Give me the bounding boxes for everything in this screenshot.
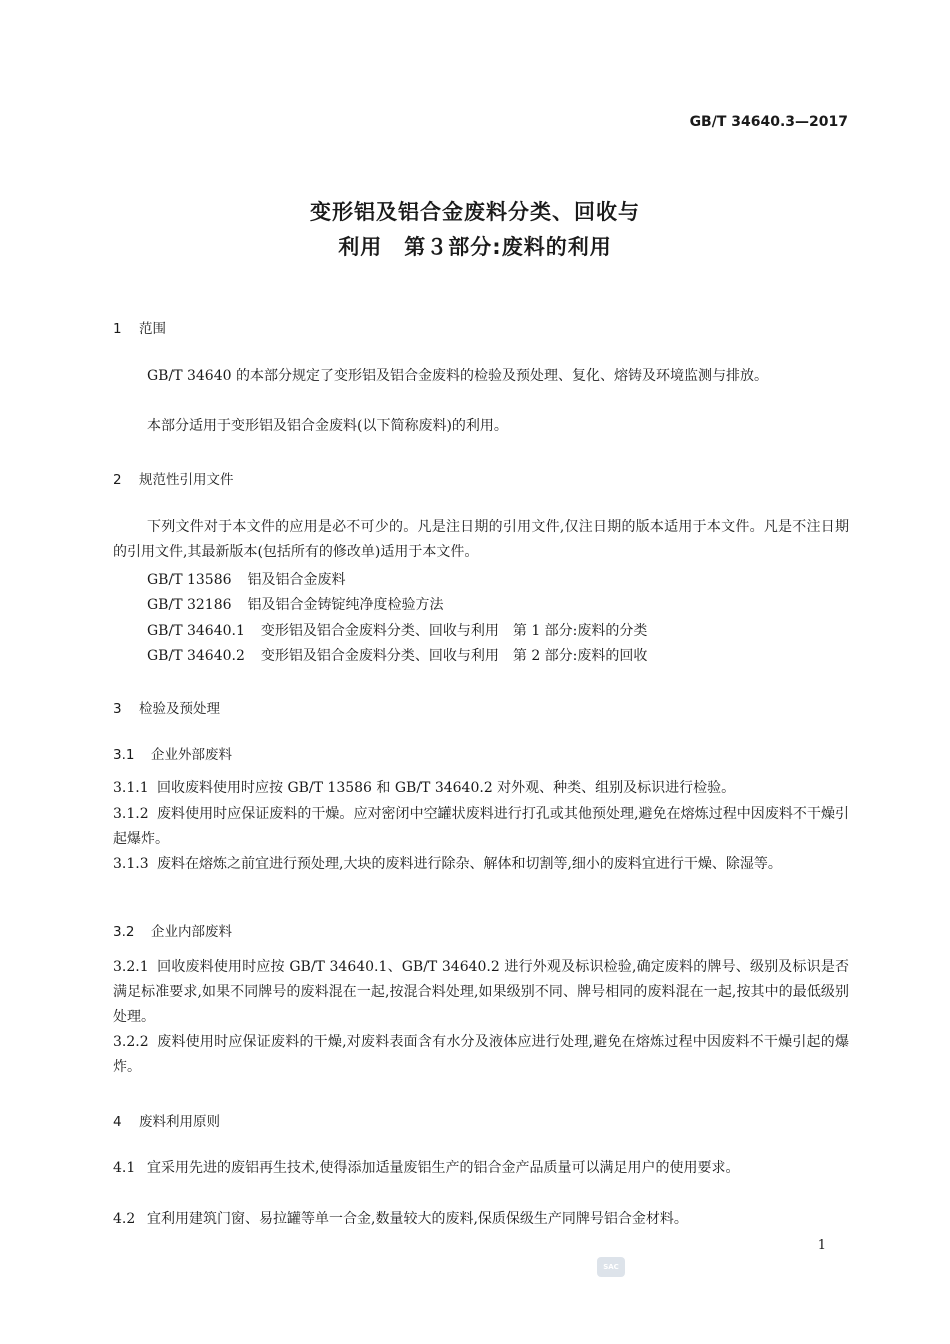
normative-reference (147, 594, 444, 614)
subsection-number: 3.1 (113, 747, 135, 763)
clause-text: 回收废料使用时应按 GB/T 13586 和 GB/T 34640.2 对外观、种类、组别及标识进行检验。 (157, 780, 736, 796)
section-title: 规范性引用文件 (139, 472, 234, 488)
sac-logo-icon: SAC (597, 1257, 625, 1277)
clause-3-1-2 (113, 802, 849, 852)
section-title: 检验及预处理 (139, 701, 220, 717)
normative-reference (147, 645, 647, 665)
subsection-3-1-heading (113, 743, 232, 763)
clause-3-1-1 (113, 776, 849, 801)
clause-text: 宜利用建筑门窗、易拉罐等单一合金,数量较大的废料,保质保级生产同牌号铝合金材料。 (147, 1211, 688, 1227)
clause-number: 3.2.1 (113, 959, 149, 975)
section-1-paragraph-1: GB/T 34640 的本部分规定了变形铝及铝合金废料的检验及预处理、复化、熔铸及环境监测与排放。 (147, 368, 768, 384)
clause-text: 宜采用先进的废铝再生技术,使得添加适量废铝生产的铝合金产品质量可以满足用户的使用要求。 (147, 1160, 740, 1176)
clause-text: 废料使用时应保证废料的干燥,对废料表面含有水分及液体应进行处理,避免在熔炼过程中因废料不干燥引起的爆炸。 (113, 1034, 849, 1075)
section-number: 1 (113, 321, 122, 337)
reference-code: GB/T 32186 (147, 597, 232, 613)
page-number: 1 (817, 1238, 826, 1253)
section-number: 2 (113, 472, 122, 488)
normative-reference (147, 569, 346, 589)
subsection-title: 企业内部废料 (151, 924, 232, 940)
document-title (0, 195, 950, 265)
section-number: 3 (113, 701, 122, 717)
reference-code: GB/T 13586 (147, 572, 232, 588)
reference-title: 变形铝及铝合金废料分类、回收与利用 第 1 部分:废料的分类 (260, 623, 648, 639)
normative-reference (147, 620, 647, 640)
section-1-heading (113, 317, 166, 337)
section-4-heading (113, 1110, 220, 1130)
reference-code: GB/T 34640.1 (147, 623, 245, 639)
title-line-1: 变形铝及铝合金废料分类、回收与 (310, 200, 640, 224)
reference-title: 铝及铝合金废料 (247, 572, 346, 588)
clause-3-2-1 (113, 955, 849, 1030)
section-number: 4 (113, 1114, 122, 1130)
clause-text: 废料使用时应保证废料的干燥。应对密闭中空罐状废料进行打孔或其他预处理,避免在熔炼过程中因废料不干燥引起爆炸。 (113, 806, 849, 847)
reference-title: 变形铝及铝合金废料分类、回收与利用 第 2 部分:废料的回收 (260, 648, 648, 664)
clause-text: 回收废料使用时应按 GB/T 34640.1、GB/T 34640.2 进行外观及标识检验,确定废料的牌号、级别及标识是否满足标准要求,如果不同牌号的废料混在一起,按混合料处理,如果级别不同、牌号相同的废料混在一起,按其中的最低级别处理。 (113, 959, 849, 1025)
clause-number: 3.1.1 (113, 780, 149, 796)
reference-code: GB/T 34640.2 (147, 648, 245, 664)
section-title: 范围 (139, 321, 166, 337)
clause-text: 废料在熔炼之前宜进行预处理,大块的废料进行除杂、解体和切割等,细小的废料宜进行干燥、除湿等。 (157, 856, 782, 872)
clause-3-1-3 (113, 852, 849, 877)
clause-3-2-2 (113, 1030, 849, 1080)
reference-title: 铝及铝合金铸锭纯净度检验方法 (247, 597, 444, 613)
standard-code: GB/T 34640.3—2017 (689, 114, 848, 130)
section-title: 废料利用原则 (139, 1114, 220, 1130)
section-3-heading (113, 697, 220, 717)
subsection-3-2-heading (113, 920, 232, 940)
section-2-paragraph-1: 下列文件对于本文件的应用是必不可少的。凡是注日期的引用文件,仅注日期的版本适用于本文件。凡是不注日期的引用文件,其最新版本(包括所有的修改单)适用于本文件。 (113, 519, 849, 560)
section-2-heading (113, 468, 234, 488)
clause-number: 3.2.2 (113, 1034, 149, 1050)
section-1-paragraph-2: 本部分适用于变形铝及铝合金废料(以下简称废料)的利用。 (147, 418, 508, 434)
clause-number: 3.1.2 (113, 806, 149, 822)
clause-4-2 (113, 1207, 849, 1232)
subsection-number: 3.2 (113, 924, 135, 940)
clause-4-1 (113, 1156, 849, 1181)
clause-number: 3.1.3 (113, 856, 149, 872)
title-line-2: 利用 第３部分:废料的利用 (338, 235, 612, 259)
clause-number: 4.1 (113, 1160, 136, 1176)
subsection-title: 企业外部废料 (151, 747, 232, 763)
clause-number: 4.2 (113, 1211, 136, 1227)
